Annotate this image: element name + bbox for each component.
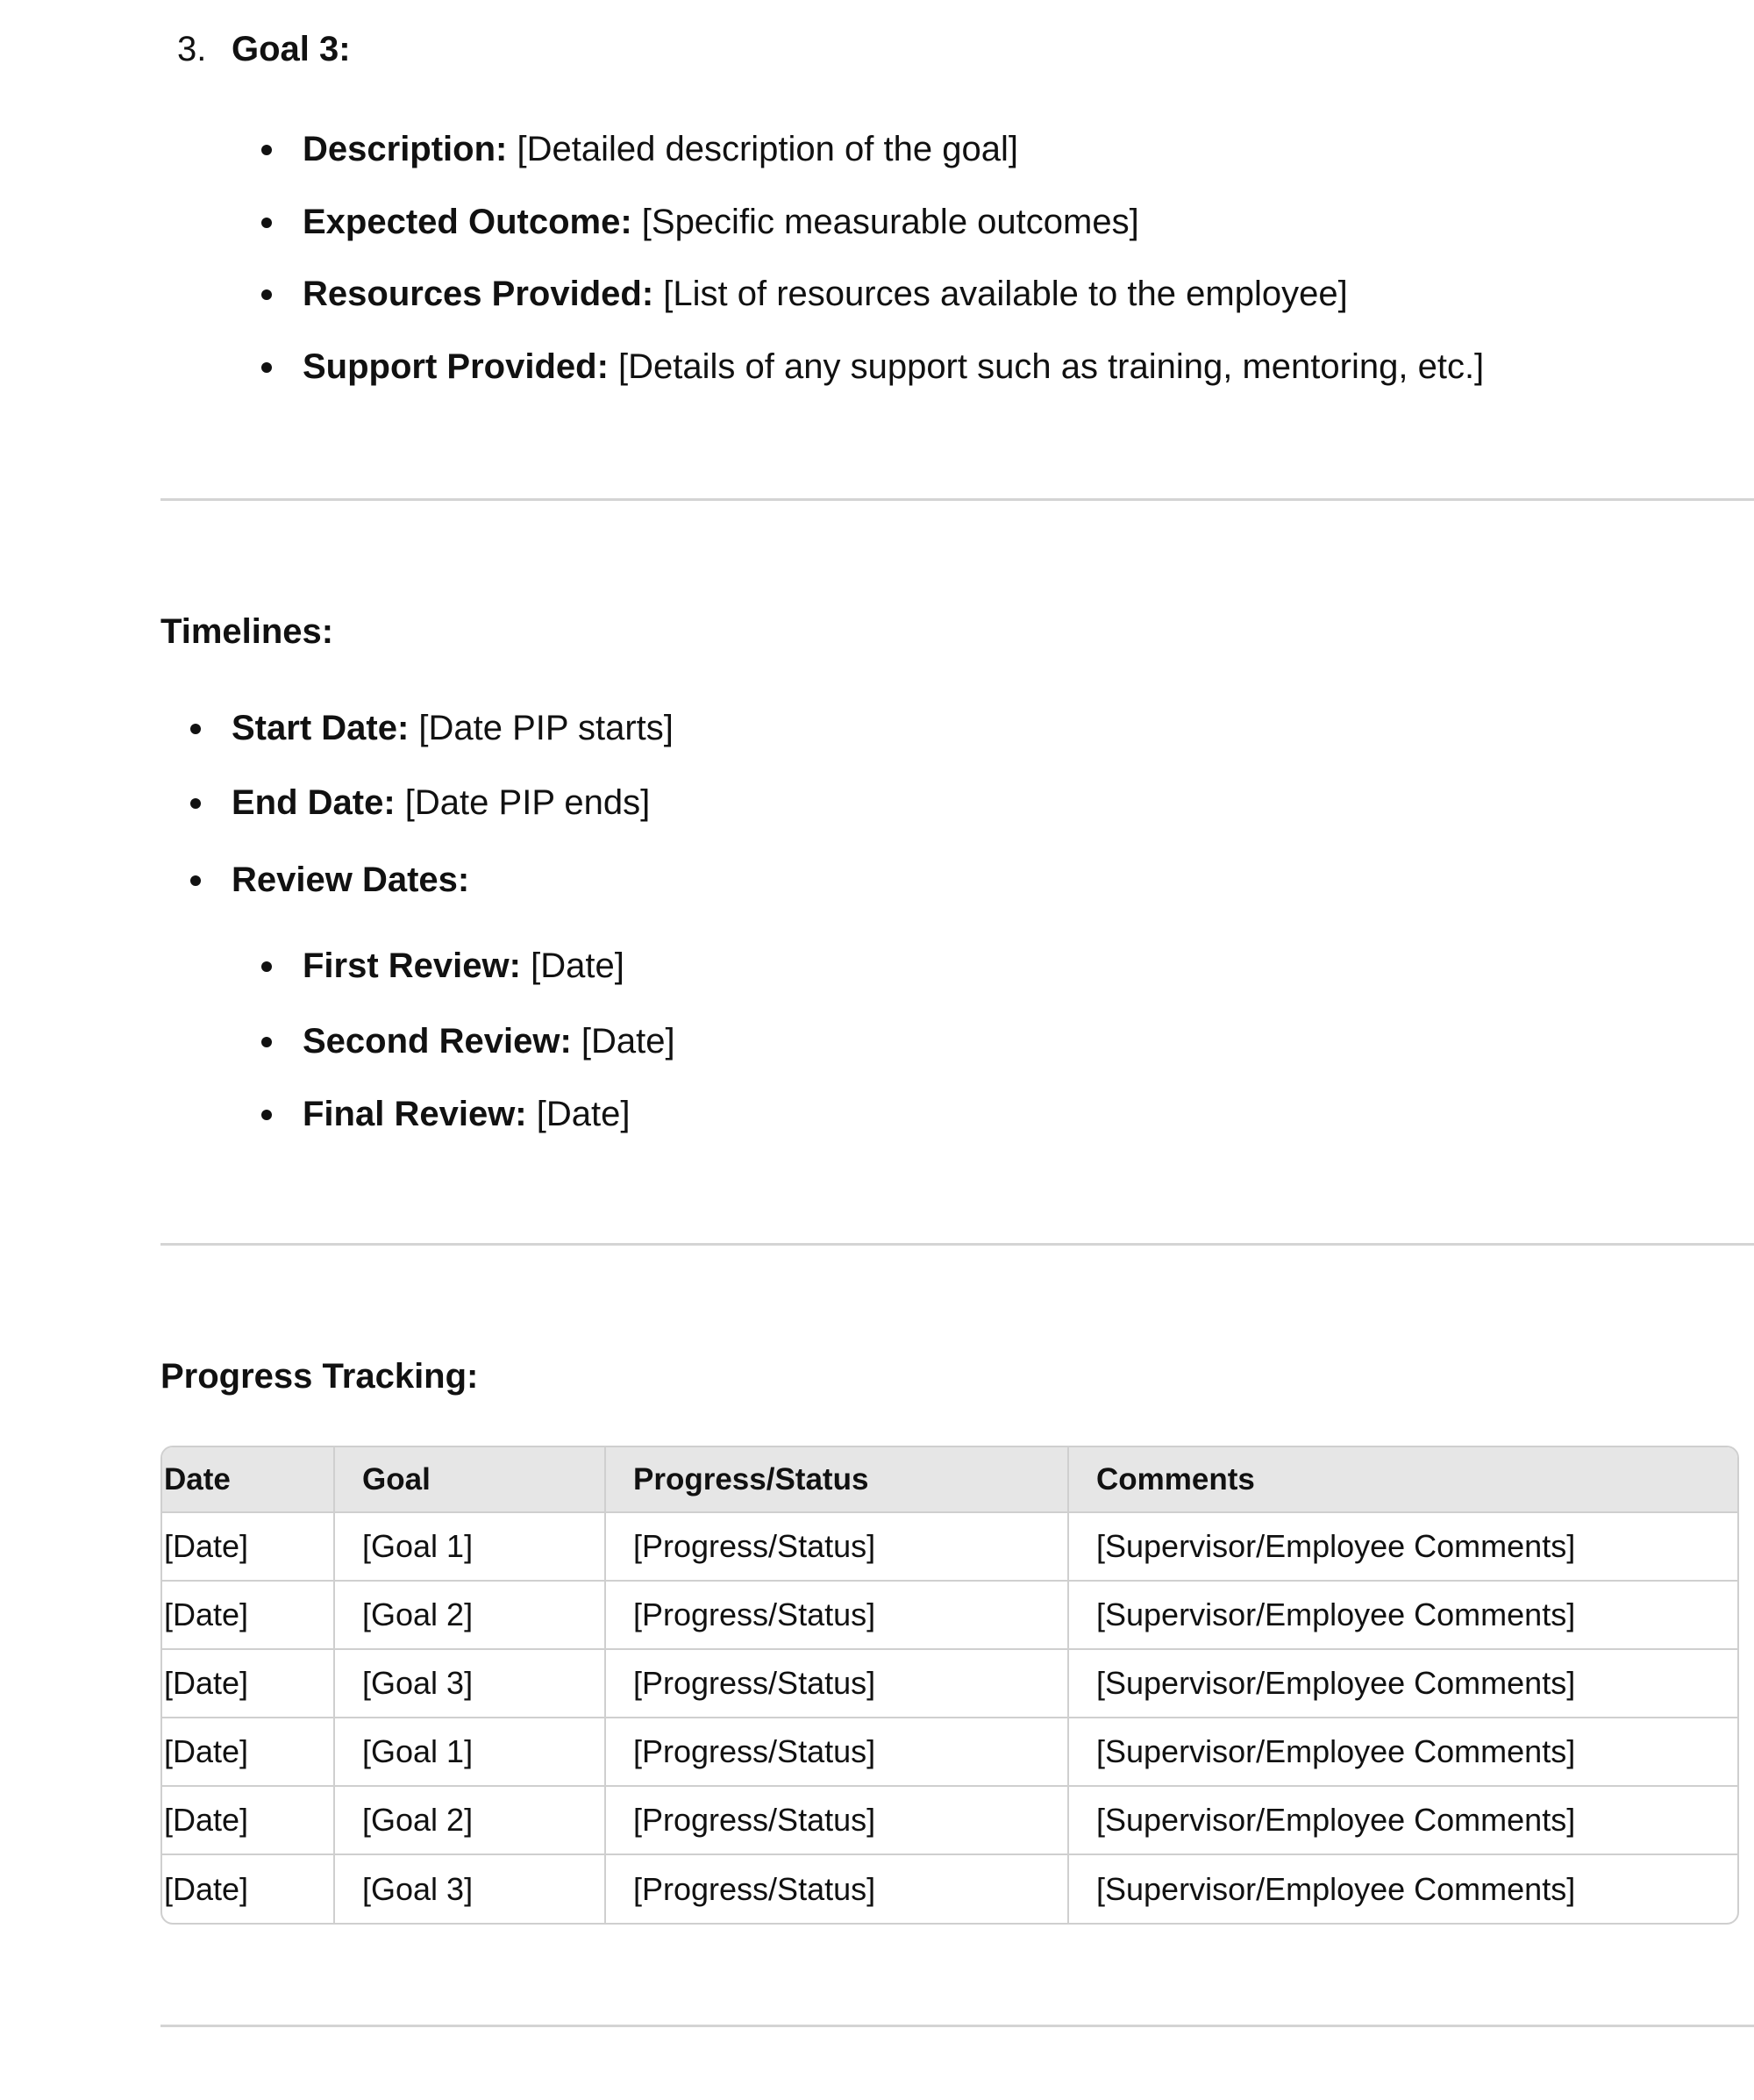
cell-date: [Date]: [162, 1786, 334, 1854]
cell-comments: [Supervisor/Employee Comments]: [1068, 1718, 1737, 1786]
divider: [160, 2025, 1754, 2027]
divider: [160, 498, 1754, 501]
bullet-icon: [261, 289, 272, 300]
cell-progress-status: [Progress/Status]: [605, 1718, 1068, 1786]
bullet-icon: [261, 1110, 272, 1120]
cell-progress-status: [Progress/Status]: [605, 1512, 1068, 1581]
cell-goal: [Goal 3]: [334, 1649, 605, 1718]
cell-date: [Date]: [162, 1512, 334, 1581]
bullet-icon: [190, 798, 201, 809]
resources-provided-label: Resources Provided:: [303, 275, 654, 313]
goal-3-expected-outcome: [303, 204, 1139, 239]
expected-outcome-value: [Specific measurable outcomes]: [631, 203, 1139, 241]
bullet-icon: [261, 218, 272, 228]
cell-progress-status: [Progress/Status]: [605, 1786, 1068, 1854]
table-header-row: [162, 1447, 1737, 1512]
table-row: [162, 1718, 1737, 1786]
cell-goal: [Goal 2]: [334, 1581, 605, 1649]
column-header-date: Date: [162, 1447, 334, 1512]
cell-goal: [Goal 3]: [334, 1854, 605, 1923]
bullet-icon: [190, 724, 201, 734]
table-row: [162, 1512, 1737, 1581]
first-review-value: [Date]: [520, 946, 624, 985]
table-row: [162, 1854, 1737, 1923]
description-value: [Detailed description of the goal]: [507, 130, 1018, 168]
column-header-progress-status: Progress/Status: [605, 1447, 1068, 1512]
cell-date: [Date]: [162, 1649, 334, 1718]
cell-comments: [Supervisor/Employee Comments]: [1068, 1649, 1737, 1718]
column-header-comments: Comments: [1068, 1447, 1737, 1512]
cell-comments: [Supervisor/Employee Comments]: [1068, 1581, 1737, 1649]
start-date-label: Start Date:: [232, 709, 410, 747]
start-date-value: [Date PIP starts]: [409, 709, 674, 747]
bullet-icon: [190, 875, 201, 886]
first-review-label: First Review:: [303, 946, 521, 985]
second-review-label: Second Review:: [303, 1022, 572, 1061]
goal-3-support-provided: [303, 349, 1484, 384]
cell-comments: [Supervisor/Employee Comments]: [1096, 1870, 1576, 1907]
start-date-item: [232, 711, 674, 746]
first-review-item: [303, 948, 624, 983]
goal-3-resources-provided: [303, 276, 1348, 311]
description-label: Description:: [303, 130, 508, 168]
end-date-value: [Date PIP ends]: [395, 783, 651, 822]
bullet-icon: [261, 1037, 272, 1047]
expected-outcome-label: Expected Outcome:: [303, 203, 632, 241]
end-date-label: End Date:: [232, 783, 396, 822]
bullet-icon: [261, 961, 272, 972]
cell-comments: [Supervisor/Employee Comments]: [1068, 1512, 1737, 1581]
cell-goal: [Goal 1]: [334, 1512, 605, 1581]
final-review-label: Final Review:: [303, 1095, 527, 1133]
progress-table: [160, 1446, 1739, 1925]
final-review-value: [Date]: [526, 1095, 631, 1133]
column-header-goal: Goal: [334, 1447, 605, 1512]
cell-goal: [Goal 1]: [334, 1718, 605, 1786]
cell-goal: [Goal 2]: [334, 1786, 605, 1854]
bullet-icon: [261, 145, 272, 155]
goal-3-description: [303, 132, 1018, 167]
support-provided-value: [Details of any support such as training, mentoring, etc.]: [608, 347, 1485, 386]
bullet-icon: [261, 362, 272, 373]
review-dates-label: Review Dates:: [232, 861, 470, 899]
second-review-value: [Date]: [571, 1022, 675, 1061]
goal-3-number: 3.: [177, 30, 207, 68]
support-provided-label: Support Provided:: [303, 347, 609, 386]
goal-3-title: Goal 3:: [232, 30, 351, 68]
cell-date: [Date]: [162, 1581, 334, 1649]
cell-date: [Date]: [162, 1854, 334, 1923]
second-review-item: [303, 1024, 675, 1059]
divider: [160, 1243, 1754, 1246]
cell-progress-status: [Progress/Status]: [605, 1581, 1068, 1649]
cell-progress-status: [Progress/Status]: [605, 1649, 1068, 1718]
timelines-title: Timelines:: [160, 612, 334, 651]
table-row: [162, 1581, 1737, 1649]
cell-comments: [Supervisor/Employee Comments]: [1068, 1786, 1737, 1854]
end-date-item: [232, 785, 650, 820]
progress-tracking-title: Progress Tracking:: [160, 1357, 479, 1396]
review-dates-item: [232, 862, 469, 897]
table-row: [162, 1786, 1737, 1854]
resources-provided-value: [List of resources available to the employee]: [653, 275, 1348, 313]
cell-progress-status: [Progress/Status]: [605, 1854, 1068, 1923]
table-row: [162, 1649, 1737, 1718]
final-review-item: [303, 1096, 630, 1132]
cell-date: [Date]: [162, 1718, 334, 1786]
